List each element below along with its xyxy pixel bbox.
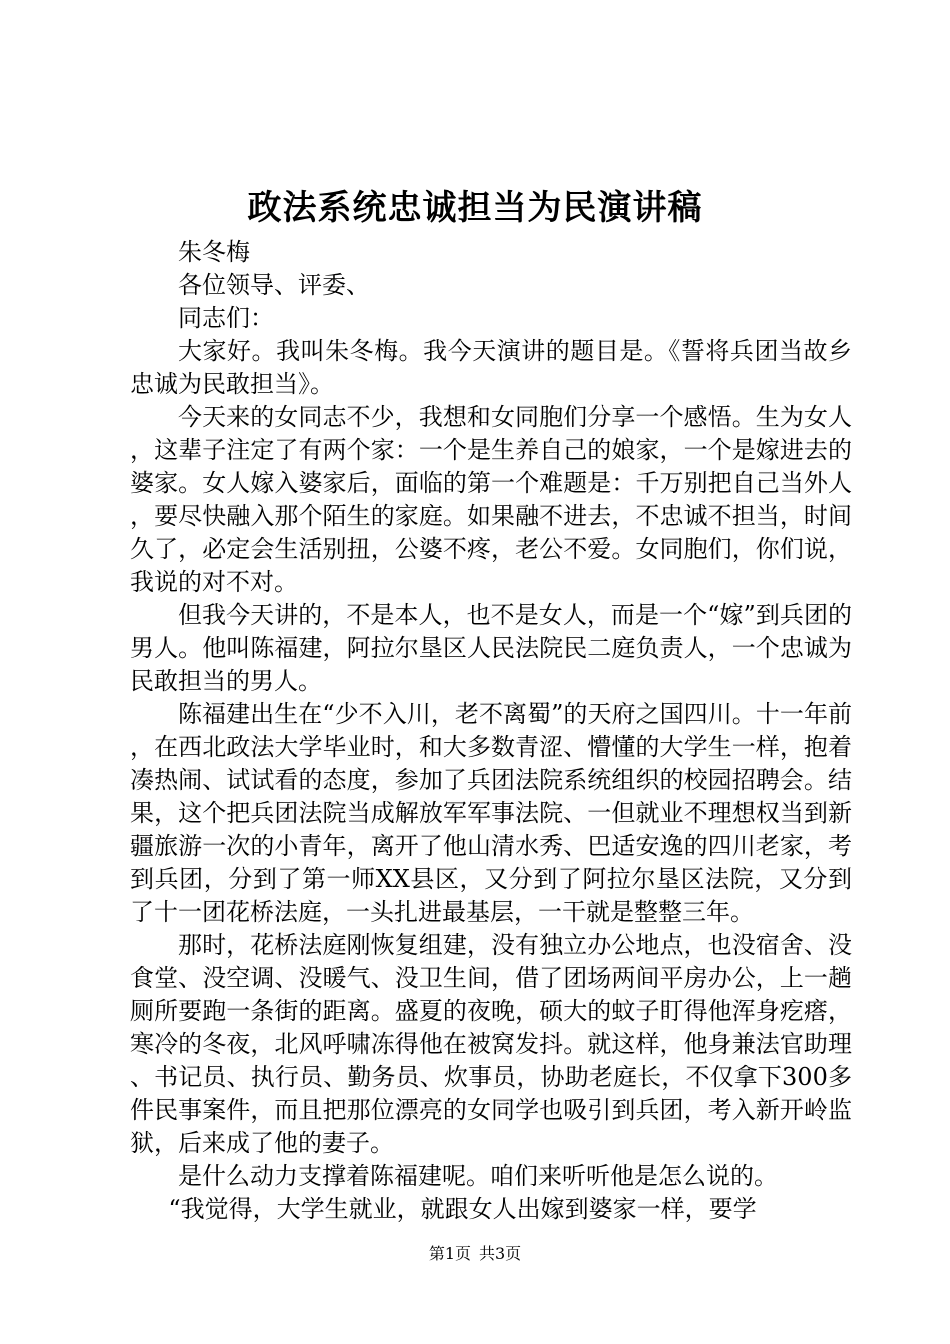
body-paragraph: 大家好。我叫朱冬梅。我今天演讲的题目是。《誓将兵团当故乡忠诚为民敢担当》。 bbox=[130, 337, 852, 398]
body-paragraph: 陈福建出生在“少不入川，老不离蜀”的天府之国四川。十一年前，在西北政法大学毕业时，和大多数青涩、懵懂的大学生一样，抱着凑热闹、试试看的态度，参加了兵团法院系统组织的校园招聘会。结果，这个把兵团法院当成解放军军事法院、一但就业不理想权当到新疆旅游一次的小青年，离开了他山清水秀、巴适安逸的四川老家，考到兵团，分到了第一师XX县区，又分到了阿拉尔垦区法院，又分到了十一团花桥法庭，一头扎进最基层，一干就是整整三年。 bbox=[130, 700, 852, 926]
body-paragraph: 是什么动力支撑着陈福建呢。咱们来听听他是怎么说的。 bbox=[178, 1162, 778, 1190]
salutation-line-2: 同志们： bbox=[178, 304, 274, 332]
page-footer bbox=[0, 1242, 950, 1266]
page-total: 共3页 bbox=[479, 1244, 522, 1263]
salutation-line-1: 各位领导、评委、 bbox=[178, 271, 370, 299]
document-title: 政法系统忠诚担当为民演讲稿 bbox=[247, 188, 703, 228]
page-number: 第1页 bbox=[428, 1244, 471, 1263]
body-paragraph: 今天来的女同志不少，我想和女同胞们分享一个感悟。生为女人，这辈子注定了有两个家：一个是生养自己的娘家，一个是嫁进去的婆家。女人嫁入婆家后，面临的第一个难题是：千万别把自己当外人，要尽快融入那个陌生的家庭。如果融不进去，不忠诚不担当，时间久了，必定会生活别扭，公婆不疼，老公不爱。女同胞们，你们说，我说的对不对。 bbox=[130, 403, 852, 596]
document-body bbox=[130, 236, 852, 1226]
body-paragraph: 但我今天讲的，不是本人，也不是女人，而是一个“嫁”到兵团的男人。他叫陈福建，阿拉尔垦区人民法院民二庭负责人，一个忠诚为民敢担当的男人。 bbox=[130, 601, 852, 695]
author-line: 朱冬梅 bbox=[178, 238, 250, 266]
body-paragraph: “我觉得，大学生就业，就跟女人出嫁到婆家一样，要学 bbox=[168, 1195, 757, 1223]
body-paragraph: 那时，花桥法庭刚恢复组建，没有独立办公地点，也没宿舍、没食堂、没空调、没暖气、没卫生间，借了团场两间平房办公，上一趟厕所要跑一条街的距离。盛夏的夜晚，硕大的蚊子盯得他浑身疙瘩，寒冷的冬夜，北风呼啸冻得他在被窝发抖。就这样，他身兼法官助理、书记员、执行员、勤务员、炊事员，协助老庭长，不仅拿下300多件民事案件，而且把那位漂亮的女同学也吸引到兵团，考入新开岭监狱，后来成了他的妻子。 bbox=[130, 931, 852, 1157]
